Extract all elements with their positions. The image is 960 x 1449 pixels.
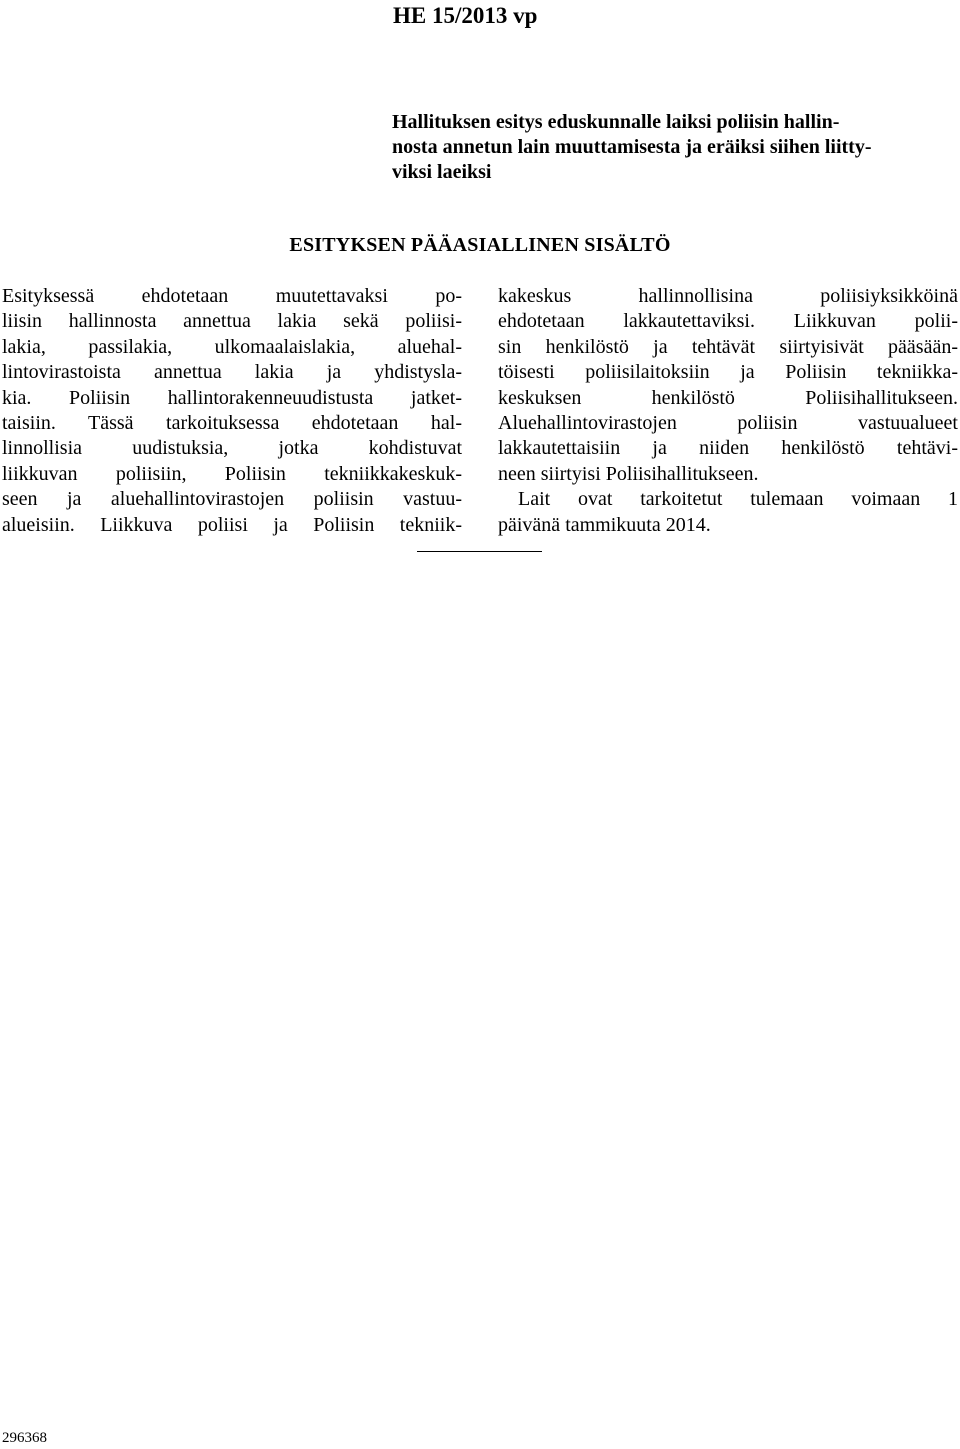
body-line: kia. Poliisin hallintorakenneuudistusta jatket- [2, 386, 462, 409]
title-line: Hallituksen esitys eduskunnalle laiksi poliisin hallin- [392, 111, 840, 133]
body-line: lakkautettaisiin ja niiden henkilöstö tehtävi- [498, 437, 958, 460]
section-heading: ESITYKSEN PÄÄASIALLINEN SISÄLTÖ [289, 234, 671, 256]
body-right-column [498, 284, 958, 538]
body-line: Aluehallintovirastojen poliisin vastuualueet [498, 412, 958, 435]
page-number: 296368 [2, 1430, 47, 1446]
section-separator-rule [417, 551, 542, 552]
body-line: töisesti poliisilaitoksiin ja Poliisin tekniikka- [498, 361, 958, 384]
title-line: viksi laeiksi [392, 161, 492, 183]
body-line: liikkuvan poliisiin, Poliisin tekniikkakeskuk- [2, 462, 462, 485]
body-line: kakeskus hallinnollisina poliisiyksikköinä [498, 285, 958, 307]
document-id: HE 15/2013 vp [393, 3, 538, 28]
body-line: sin henkilöstö ja tehtävät siirtyisivät pääsään- [498, 335, 958, 358]
body-line: päivänä tammikuuta 2014. [498, 513, 711, 536]
title-line: nosta annetun lain muuttamisesta ja eräiksi siihen liitty- [392, 136, 872, 158]
body-line: keskuksen henkilöstö Poliisihallitukseen. [498, 386, 958, 409]
body-line: seen ja aluehallintovirastojen poliisin vastuu- [2, 488, 462, 511]
body-line: taisiin. Tässä tarkoituksessa ehdotetaan hal- [2, 412, 462, 435]
body-line: ehdotetaan lakkautettaviksi. Liikkuvan polii- [498, 310, 958, 333]
body-line: alueisiin. Liikkuva poliisi ja Poliisin tekniik- [2, 513, 462, 536]
document-title [392, 110, 960, 185]
body-line: lintovirastoista annettua lakia ja yhdistysla- [2, 361, 462, 384]
body-line: lakia, passilakia, ulkomaalaislakia, aluehal- [2, 335, 462, 358]
body-line: Esityksessä ehdotetaan muutettavaksi po- [2, 285, 462, 307]
body-line: neen siirtyisi Poliisihallitukseen. [498, 462, 759, 485]
body-left-column [2, 284, 462, 538]
body-line: linnollisia uudistuksia, jotka kohdistuvat [2, 437, 462, 460]
body-line: liisin hallinnosta annettua lakia sekä poliisi- [2, 310, 462, 333]
body-line: Lait ovat tarkoitetut tulemaan voimaan 1 [518, 488, 958, 511]
